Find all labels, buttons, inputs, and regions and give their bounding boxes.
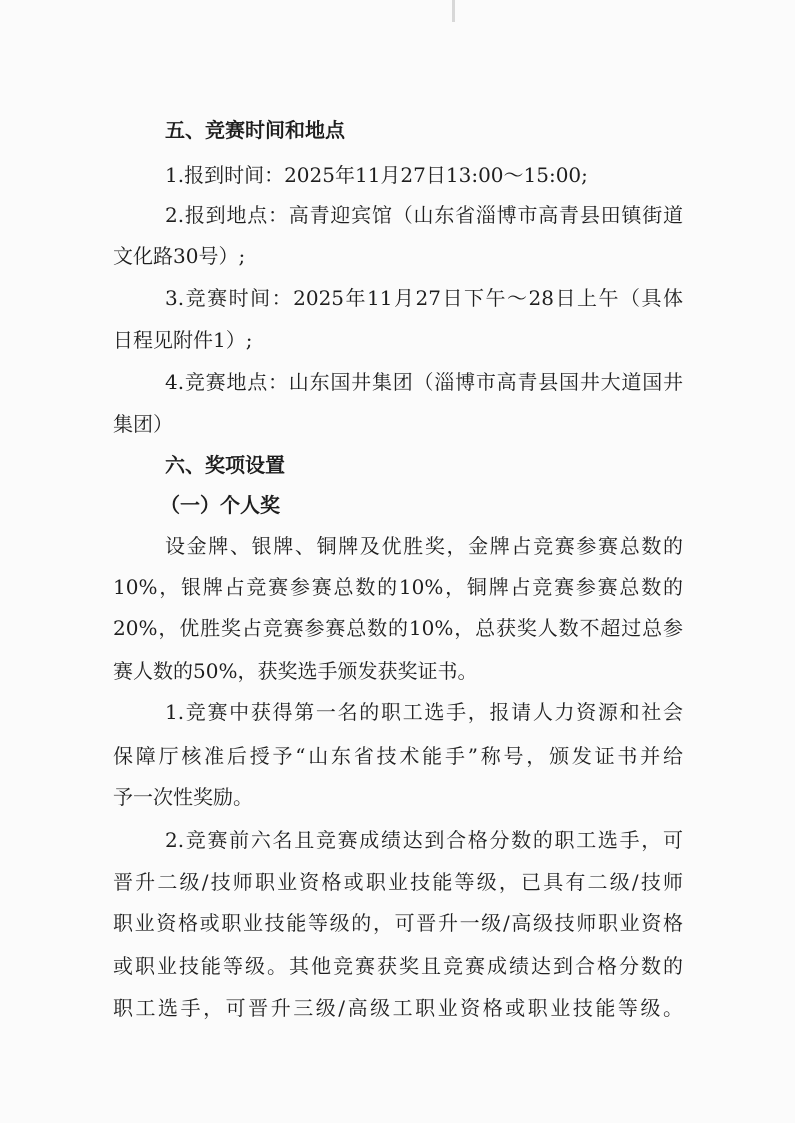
paragraph-line: 职工选手，可晋升三级/高级工职业资格或职业技能等级。	[113, 996, 683, 1020]
paragraph-line: 晋升二级/技师职业资格或职业技能等级，已具有二级/技师	[113, 870, 683, 894]
paragraph-line: 或职业技能等级。其他竞赛获奖且竞赛成绩达到合格分数的	[113, 954, 683, 978]
paragraph-line: 赛人数的50%，获奖选手颁发获奖证书。	[113, 659, 478, 683]
section-heading-awards: 六、奖项设置	[165, 453, 285, 477]
paragraph-line: 设金牌、银牌、铜牌及优胜奖，金牌占竞赛参赛总数的	[165, 534, 683, 558]
scan-artifact	[452, 0, 455, 22]
paragraph-line: 予一次性奖励。	[113, 785, 253, 809]
paragraph-line: 10%，银牌占竞赛参赛总数的10%，铜牌占竞赛参赛总数的	[113, 575, 683, 599]
paragraph-line: 1.竞赛中获得第一名的职工选手，报请人力资源和社会	[165, 700, 683, 724]
section-heading-time-location: 五、竞赛时间和地点	[165, 118, 345, 142]
paragraph-line: 3.竞赛时间：2025年11月27日下午～28日上午（具体	[165, 286, 683, 310]
paragraph-line: 4.竞赛地点：山东国井集团（淄博市高青县国井大道国井	[165, 370, 683, 394]
paragraph-line: 日程见附件1）;	[113, 328, 253, 352]
paragraph-line: 2.竞赛前六名且竞赛成绩达到合格分数的职工选手，可	[165, 828, 683, 852]
paragraph-line: 职业资格或职业技能等级的，可晋升一级/高级技师职业资格	[113, 911, 683, 935]
paragraph-line: 1.报到时间：2025年11月27日13:00～15:00;	[165, 163, 588, 187]
paragraph-line: 2.报到地点：高青迎宾馆（山东省淄博市高青县田镇街道	[165, 203, 683, 227]
paragraph-line: 20%，优胜奖占竞赛参赛总数的10%，总获奖人数不超过总参	[113, 616, 683, 640]
paragraph-line: 文化路30号）;	[113, 244, 246, 268]
paragraph-line: 保障厅核准后授予“山东省技术能手”称号，颁发证书并给	[113, 744, 683, 768]
subheading-individual-award: （一）个人奖	[160, 493, 280, 517]
paragraph-line: 集团）	[113, 412, 173, 436]
